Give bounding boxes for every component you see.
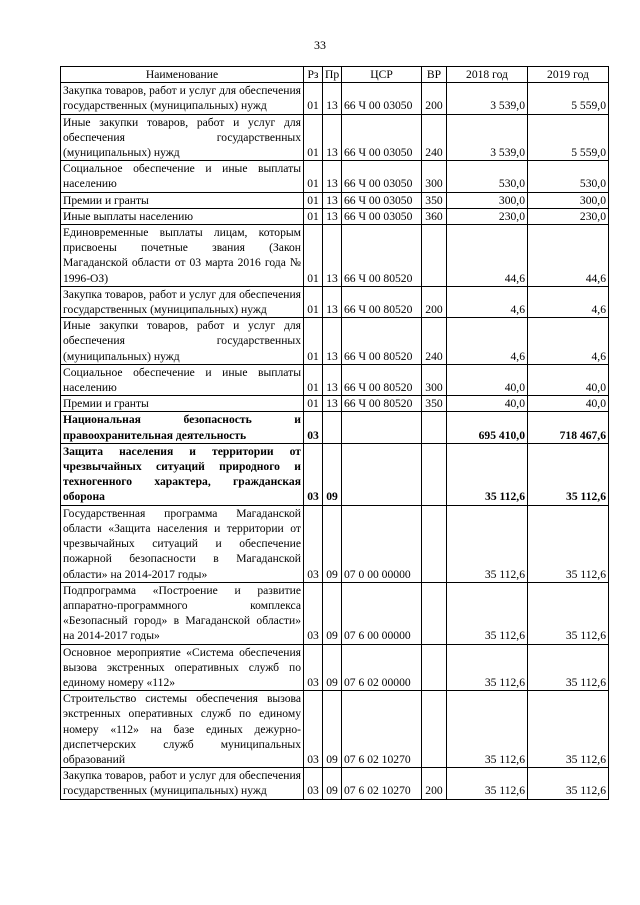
table-row — [61, 364, 609, 395]
row-name: Строительство системы обеспечения вызова экстренных оперативных служб по единому номеру «112» на базе единых дежурно-диспетчерских служб муниципальных образований — [61, 691, 304, 768]
row-vr: 360 — [422, 208, 447, 224]
row-csr: 07 6 02 10270 — [342, 768, 422, 799]
row-amount-2018: 300,0 — [447, 192, 528, 208]
row-name: Иные выплаты населению — [61, 208, 304, 224]
table-row — [61, 83, 609, 114]
row-amount-2019: 5 559,0 — [528, 83, 609, 114]
row-amount-2019: 35 112,6 — [528, 691, 609, 768]
table-row — [61, 286, 609, 317]
row-pr: 13 — [323, 83, 342, 114]
table-row — [61, 192, 609, 208]
row-rz: 01 — [304, 114, 323, 161]
row-rz: 01 — [304, 225, 323, 287]
table-row — [61, 582, 609, 644]
table-row — [61, 225, 609, 287]
table-row — [61, 768, 609, 799]
row-name: Основное мероприятие «Система обеспечения вызова экстренных оперативных служб по единому номеру «112» — [61, 644, 304, 691]
row-csr: 66 Ч 00 03050 — [342, 192, 422, 208]
row-rz: 01 — [304, 192, 323, 208]
table-row — [61, 161, 609, 192]
row-csr: 07 6 00 00000 — [342, 582, 422, 644]
row-csr: 66 Ч 00 80520 — [342, 286, 422, 317]
table-row — [61, 114, 609, 161]
row-amount-2019: 44,6 — [528, 225, 609, 287]
row-pr: 09 — [323, 768, 342, 799]
row-rz: 03 — [304, 505, 323, 582]
row-amount-2018: 40,0 — [447, 396, 528, 412]
row-rz: 03 — [304, 412, 323, 443]
row-csr — [342, 412, 422, 443]
row-vr — [422, 505, 447, 582]
table-row — [61, 318, 609, 365]
row-amount-2018: 4,6 — [447, 286, 528, 317]
row-csr: 66 Ч 00 80520 — [342, 364, 422, 395]
row-pr: 09 — [323, 644, 342, 691]
row-pr: 13 — [323, 114, 342, 161]
row-amount-2018: 4,6 — [447, 318, 528, 365]
row-amount-2018: 44,6 — [447, 225, 528, 287]
row-amount-2018: 695 410,0 — [447, 412, 528, 443]
row-amount-2019: 40,0 — [528, 364, 609, 395]
header-2019: 2019 год — [528, 67, 609, 83]
row-rz: 01 — [304, 286, 323, 317]
row-name: Закупка товаров, работ и услуг для обеспечения государственных (муниципальных) нужд — [61, 768, 304, 799]
row-pr: 09 — [323, 582, 342, 644]
row-amount-2018: 35 112,6 — [447, 582, 528, 644]
row-pr: 09 — [323, 505, 342, 582]
page-number: 33 — [314, 38, 326, 52]
row-amount-2018: 230,0 — [447, 208, 528, 224]
row-name: Иные закупки товаров, работ и услуг для обеспечения государственных (муниципальных) нужд — [61, 318, 304, 365]
row-amount-2018: 40,0 — [447, 364, 528, 395]
row-amount-2019: 4,6 — [528, 286, 609, 317]
row-vr — [422, 225, 447, 287]
header-pr: Пр — [323, 67, 342, 83]
row-amount-2019: 5 559,0 — [528, 114, 609, 161]
row-rz: 03 — [304, 443, 323, 505]
row-name: Единовременные выплаты лицам, которым присвоены почетные звания (Закон Магаданской области от 03 марта 2016 года № 1996-ОЗ) — [61, 225, 304, 287]
row-name: Иные закупки товаров, работ и услуг для обеспечения государственных (муниципальных) нужд — [61, 114, 304, 161]
row-vr: 350 — [422, 192, 447, 208]
table-row — [61, 443, 609, 505]
row-pr: 09 — [323, 691, 342, 768]
row-amount-2018: 35 112,6 — [447, 644, 528, 691]
row-amount-2018: 530,0 — [447, 161, 528, 192]
row-amount-2018: 35 112,6 — [447, 505, 528, 582]
row-amount-2019: 35 112,6 — [528, 582, 609, 644]
row-pr: 13 — [323, 208, 342, 224]
row-csr — [342, 443, 422, 505]
table-row — [61, 208, 609, 224]
row-pr: 09 — [323, 443, 342, 505]
row-amount-2019: 40,0 — [528, 396, 609, 412]
row-pr: 13 — [323, 318, 342, 365]
row-amount-2018: 35 112,6 — [447, 768, 528, 799]
row-csr: 66 Ч 00 03050 — [342, 114, 422, 161]
table-header-row — [61, 67, 609, 83]
header-2018: 2018 год — [447, 67, 528, 83]
row-amount-2019: 300,0 — [528, 192, 609, 208]
header-name: Наименование — [61, 67, 304, 83]
row-csr: 07 6 02 10270 — [342, 691, 422, 768]
row-name: Государственная программа Магаданской области «Защита населения и территории от чрезвычайных ситуаций и обеспечение пожарной безопасности в Магаданской области» на 2014-2017 годы» — [61, 505, 304, 582]
row-vr: 300 — [422, 161, 447, 192]
row-vr — [422, 412, 447, 443]
row-name: Премии и гранты — [61, 396, 304, 412]
row-amount-2018: 35 112,6 — [447, 443, 528, 505]
row-amount-2019: 530,0 — [528, 161, 609, 192]
row-amount-2018: 35 112,6 — [447, 691, 528, 768]
row-vr: 350 — [422, 396, 447, 412]
row-vr: 300 — [422, 364, 447, 395]
row-pr: 13 — [323, 364, 342, 395]
row-amount-2019: 230,0 — [528, 208, 609, 224]
row-pr: 13 — [323, 396, 342, 412]
row-vr: 200 — [422, 83, 447, 114]
row-csr: 66 Ч 00 03050 — [342, 161, 422, 192]
row-rz: 03 — [304, 644, 323, 691]
table-row — [61, 644, 609, 691]
row-vr — [422, 644, 447, 691]
table-row — [61, 505, 609, 582]
row-csr: 66 Ч 00 80520 — [342, 225, 422, 287]
row-name: Закупка товаров, работ и услуг для обеспечения государственных (муниципальных) нужд — [61, 83, 304, 114]
row-amount-2019: 4,6 — [528, 318, 609, 365]
row-pr: 13 — [323, 225, 342, 287]
row-vr: 240 — [422, 114, 447, 161]
row-csr: 66 Ч 00 03050 — [342, 83, 422, 114]
row-rz: 01 — [304, 396, 323, 412]
row-vr — [422, 582, 447, 644]
row-csr: 66 Ч 00 80520 — [342, 396, 422, 412]
header-csr: ЦСР — [342, 67, 422, 83]
table-row — [61, 396, 609, 412]
row-rz: 01 — [304, 161, 323, 192]
row-rz: 01 — [304, 364, 323, 395]
row-name: Закупка товаров, работ и услуг для обеспечения государственных (муниципальных) нужд — [61, 286, 304, 317]
row-pr: 13 — [323, 192, 342, 208]
row-csr: 07 6 02 00000 — [342, 644, 422, 691]
row-pr: 13 — [323, 161, 342, 192]
table-body — [61, 83, 609, 799]
row-csr: 66 Ч 00 80520 — [342, 318, 422, 365]
row-rz: 01 — [304, 318, 323, 365]
row-vr — [422, 691, 447, 768]
row-amount-2019: 35 112,6 — [528, 505, 609, 582]
row-csr: 66 Ч 00 03050 — [342, 208, 422, 224]
row-amount-2019: 35 112,6 — [528, 768, 609, 799]
row-pr — [323, 412, 342, 443]
row-amount-2019: 718 467,6 — [528, 412, 609, 443]
row-rz: 03 — [304, 768, 323, 799]
table-row — [61, 412, 609, 443]
row-pr: 13 — [323, 286, 342, 317]
row-rz: 03 — [304, 691, 323, 768]
row-name: Социальное обеспечение и иные выплаты населению — [61, 161, 304, 192]
row-name: Защита населения и территории от чрезвычайных ситуаций природного и техногенного характера, гражданская оборона — [61, 443, 304, 505]
row-name: Национальная безопасность и правоохранительная деятельность — [61, 412, 304, 443]
row-vr: 200 — [422, 768, 447, 799]
row-vr — [422, 443, 447, 505]
row-rz: 01 — [304, 83, 323, 114]
header-vr: ВР — [422, 67, 447, 83]
budget-table — [60, 66, 609, 800]
header-rz: Рз — [304, 67, 323, 83]
row-csr: 07 0 00 00000 — [342, 505, 422, 582]
row-rz: 01 — [304, 208, 323, 224]
row-name: Социальное обеспечение и иные выплаты населению — [61, 364, 304, 395]
table-row — [61, 691, 609, 768]
row-amount-2018: 3 539,0 — [447, 83, 528, 114]
row-vr: 200 — [422, 286, 447, 317]
row-amount-2018: 3 539,0 — [447, 114, 528, 161]
row-name: Подпрограмма «Построение и развитие аппаратно-программного комплекса «Безопасный город» в Магаданской области» на 2014-2017 годы» — [61, 582, 304, 644]
row-amount-2019: 35 112,6 — [528, 443, 609, 505]
row-amount-2019: 35 112,6 — [528, 644, 609, 691]
row-vr: 240 — [422, 318, 447, 365]
row-rz: 03 — [304, 582, 323, 644]
row-name: Премии и гранты — [61, 192, 304, 208]
